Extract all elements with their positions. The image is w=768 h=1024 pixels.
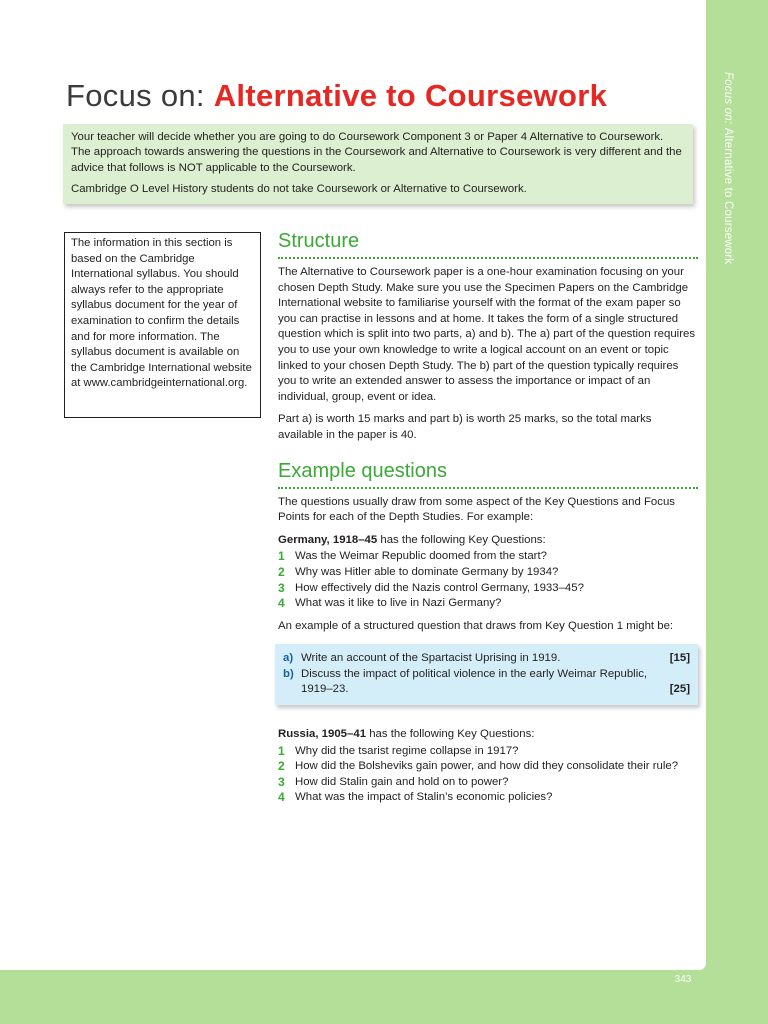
list-item: 1 Was the Weimar Republic doomed from the start?	[278, 549, 547, 564]
intro-paragraph-2: Cambridge O Level History students do not take Coursework or Alternative to Coursework.	[71, 182, 527, 195]
page-title	[66, 78, 607, 114]
main-column	[278, 228, 698, 813]
list-item: 4 What was the impact of Stalin’s economic policies?	[278, 790, 553, 805]
germany-key-questions	[278, 549, 698, 611]
list-item: 4 What was it like to live in Nazi Germany?	[278, 596, 502, 611]
question-part-a: a) Write an account of the Spartacist Uprising in 1919. [15]	[283, 651, 690, 667]
title-accent: Alternative to Coursework	[213, 78, 608, 113]
list-item: 3 How effectively did the Nazis control Germany, 1933–45?	[278, 580, 584, 595]
title-prefix: Focus on:	[66, 78, 214, 113]
list-item: 2 Why was Hitler able to dominate Germany by 1934?	[278, 564, 559, 579]
list-item: 2 How did the Bolsheviks gain power, and how did they consolidate their rule?	[278, 759, 679, 774]
germany-topic: Germany, 1918–45	[278, 533, 378, 546]
examples-intro: The questions usually draw from some aspect of the Key Questions and Focus Points for each of the Depth Studies. For example:	[278, 495, 675, 524]
marks-b: [25]	[669, 683, 690, 696]
question-part-b: b) Discuss the impact of political violence in the early Weimar Republic, 1919–23. [25]	[283, 667, 690, 698]
list-item: 3 How did Stalin gain and hold on to power?	[278, 774, 509, 789]
germany-lead: Germany, 1918–45 has the following Key Questions:	[278, 533, 546, 546]
bottom-band	[0, 970, 768, 1024]
structure-paragraph-1: The Alternative to Coursework paper is a one-hour examination focusing on your chosen Depth Study. Make sure you use the Specimen Papers on the Cambridge International website to familiarise yourself with the format of the exam paper so you can practise in lessons and at home. It takes the form of a single structured question which is split into two parts, a) and b). The a) part of the question requires you to use your own knowledge to write a logical account on an event or topic linked to your chosen Depth Study. The b) part of the question typically requires you to write an extended answer to assess the importance or impact of an individual, group, event or idea.	[278, 266, 696, 403]
russia-key-questions	[278, 744, 698, 806]
example-questions-heading: Example questions	[278, 458, 698, 489]
structured-question-intro: An example of a structured question that draws from Key Question 1 might be:	[278, 619, 674, 632]
intro-box	[63, 124, 693, 204]
russia-lead: Russia, 1905–41 has the following Key Questions:	[278, 728, 535, 741]
intro-paragraph-1: Your teacher will decide whether you are going to do Coursework Component 3 or Paper 4 Alternative to Coursework. The approach towards answering the questions in the Coursework and Alternative to Coursework is very different and the advice that follows is NOT applicable to the Coursework.	[71, 131, 682, 174]
marks-a: [15]	[669, 652, 690, 665]
page-number: 343	[674, 974, 692, 985]
structure-paragraph-2: Part a) is worth 15 marks and part b) is worth 25 marks, so the total marks available in the paper is 40.	[278, 413, 652, 441]
russia-topic: Russia, 1905–41	[278, 728, 367, 741]
side-tab	[706, 0, 768, 970]
list-item: 1 Why did the tsarist regime collapse in 1917?	[278, 743, 519, 758]
side-running-title: Focus on: Alternative to Coursework	[722, 72, 734, 265]
structured-question-box	[275, 644, 698, 705]
syllabus-info-box: The information in this section is based on the Cambridge International syllabus. You should always refer to the appropriate syllabus document for the year of examination to confirm the details and for more information. The syllabus document is available on the Cambridge International website at www.cambridgeinternational.org.	[64, 232, 261, 418]
structure-heading: Structure	[278, 228, 698, 259]
